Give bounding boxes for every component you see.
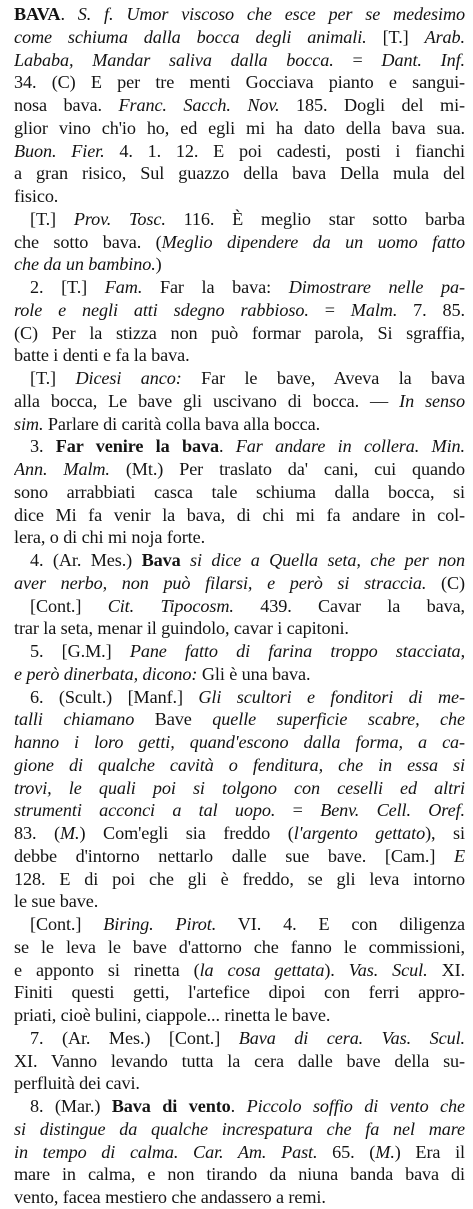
italic-text: M. xyxy=(60,823,80,843)
body-text: = xyxy=(308,299,351,320)
italic-text: Ann. Malm. xyxy=(14,459,110,479)
body-text xyxy=(181,550,190,570)
entry-line xyxy=(14,936,465,959)
italic-text: Fam. xyxy=(104,277,143,297)
italic-text: gione di qualche cavità o fenditura, che in essa si xyxy=(14,754,465,775)
entry-line xyxy=(14,231,465,254)
entry-line xyxy=(14,71,465,94)
body-text: (C) Per la stizza non può formar parola, Si sgraffia, xyxy=(14,322,465,343)
entry-line xyxy=(14,549,465,572)
entry-line xyxy=(14,663,465,686)
italic-text: In senso xyxy=(399,390,465,411)
body-text: . xyxy=(60,4,78,24)
entry-line xyxy=(14,1163,465,1186)
italic-text: Buon. Fier. xyxy=(14,140,105,161)
italic-text: che da un bambino. xyxy=(14,254,156,275)
italic-text: si distingue da qualche increspatura che fa nel mare xyxy=(14,1118,465,1139)
entry-line xyxy=(14,617,465,640)
body-text: (Mt.) Per traslato da' cani, cui quando xyxy=(109,459,465,479)
italic-text: come schiuma dalla bocca degli animali. xyxy=(14,26,367,47)
body-text: dice Mi fa venir la bava, di chi mi fa andare in col- xyxy=(14,504,465,525)
entry-line xyxy=(14,1186,465,1209)
italic-text: aver nerbo, non può filarsi, e però si straccia. xyxy=(14,572,427,593)
body-text: priati, cioè bulini, ciappole... rinetta le bave. xyxy=(14,1005,331,1025)
body-text: ) Com'egli sia freddo ( xyxy=(79,823,294,843)
body-text: 7. 85. xyxy=(397,299,465,320)
body-text: . xyxy=(230,1096,247,1116)
entry-line xyxy=(14,344,465,367)
body-text: ) xyxy=(155,254,162,275)
italic-text: Piccolo soffio di vento che xyxy=(246,1096,465,1116)
body-text: debbe d'intorno nettarlo dalle sue bave. [Cam.] xyxy=(14,845,454,866)
italic-text: la cosa gettata xyxy=(199,959,325,980)
body-text: Gli è una bava. xyxy=(197,663,311,684)
entry-line xyxy=(14,1118,465,1141)
entry-line xyxy=(14,686,465,709)
italic-text: Bava di cera. Vas. Scul. xyxy=(238,1027,465,1048)
entry-line xyxy=(14,845,465,868)
body-text: Far la bava: xyxy=(142,277,289,297)
entry-line xyxy=(14,3,465,26)
body-text: Far le bave, Aveva la bava xyxy=(181,368,465,388)
entry-line xyxy=(14,1027,465,1050)
body-text: nosa bava. xyxy=(14,95,119,115)
headword-text: Far venire la bava xyxy=(55,436,219,457)
body-text: Parlare di carità colla bava alla bocca. xyxy=(43,413,321,434)
body-text: mare in calma, e non tirando da niuna banda bava di xyxy=(14,1164,465,1185)
italic-text: Gli scultori e fonditori di me- xyxy=(198,686,465,707)
body-text: 2. [T.] xyxy=(30,277,105,297)
italic-text: hanno i loro getti, quand'escono dalla forma, a ca- xyxy=(14,732,465,752)
italic-text: Lababa, Mandar saliva dalla bocca. xyxy=(14,49,334,70)
entry-line xyxy=(14,299,465,322)
body-text: 6. (Scult.) [Manf.] xyxy=(30,686,199,707)
headword-text: BAVA xyxy=(14,4,61,24)
entry-line xyxy=(14,458,465,481)
italic-text: trovi, le quali poi si tolgono con ceselli ed altri xyxy=(14,777,465,798)
italic-text: Malm. xyxy=(350,299,398,320)
entry-line xyxy=(14,572,465,595)
entry-line xyxy=(14,1095,465,1118)
body-text: perfluità dei cavi. xyxy=(14,1073,140,1094)
body-text: = xyxy=(275,800,321,821)
entry-line xyxy=(14,435,465,458)
body-text: trar la seta, menar il guindolo, cavar i capitoni. xyxy=(14,618,349,639)
italic-text: Benv. Cell. Oref. xyxy=(320,800,465,821)
entry-line xyxy=(14,390,465,413)
body-text: = xyxy=(333,49,382,70)
body-text: 128. E di poi che gli è freddo, se gli leva intorno xyxy=(14,868,465,889)
body-text: 7. (Ar. Mes.) [Cont.] xyxy=(30,1027,239,1048)
entry-line xyxy=(14,94,465,117)
body-text: e apponto si rinetta ( xyxy=(14,959,200,980)
entry-line xyxy=(14,140,465,163)
entry-line xyxy=(14,1072,465,1095)
body-text: sono arrabbiati casca tale schiuma dalla bocca, si xyxy=(14,481,465,502)
entry-line xyxy=(14,185,465,208)
entry-line xyxy=(14,868,465,891)
body-text: alla bocca, Le bave gli uscivano di bocca. — xyxy=(14,390,400,411)
entry-line xyxy=(14,1050,465,1073)
headword-text: Bava di vento xyxy=(111,1096,231,1116)
entry-line xyxy=(14,253,465,276)
body-text: 8. (Mar.) xyxy=(30,1096,112,1116)
body-text: XI. xyxy=(427,959,465,980)
body-text: (C) xyxy=(426,572,465,593)
italic-text: talli chiamano xyxy=(14,709,135,730)
body-text: ) Era il xyxy=(394,1141,465,1162)
body-text: [T.] xyxy=(30,368,76,388)
body-text: 5. [G.M.] xyxy=(30,641,130,661)
italic-text: Dicesi anco: xyxy=(75,368,182,388)
body-text: a gran risico, Sul guazzo della bava Della mula del xyxy=(14,163,465,184)
entry-line xyxy=(14,322,465,345)
body-text: che sotto bava. ( xyxy=(14,231,162,252)
italic-text: l'argento gettato xyxy=(293,823,426,843)
entry-line xyxy=(14,526,465,549)
body-text: ), si xyxy=(425,823,465,843)
entry-line xyxy=(14,777,465,800)
entry-line xyxy=(14,731,465,754)
italic-text: Cit. Tipocosm. xyxy=(107,595,234,616)
entry-line xyxy=(14,959,465,982)
body-text: 439. Cavar la bava, xyxy=(233,595,465,616)
body-text: lera, o di chi mi noja forte. xyxy=(14,527,206,548)
entry-line xyxy=(14,595,465,618)
body-text: . xyxy=(218,436,236,457)
body-text: glior vino ch'io ho, ed egli mi ha dato della bava sua. xyxy=(14,117,465,138)
entry-line xyxy=(14,913,465,936)
body-text: ). xyxy=(324,959,349,980)
italic-text: Arab. xyxy=(424,26,465,47)
body-text: 4. (Ar. Mes.) xyxy=(30,550,142,570)
entry-line xyxy=(14,504,465,527)
body-text: le sue bave. xyxy=(14,891,99,912)
italic-text: Franc. Sacch. Nov. xyxy=(118,95,280,115)
italic-text: E xyxy=(453,845,465,866)
body-text: batte i denti e fa la bava. xyxy=(14,345,190,366)
entry-line xyxy=(14,276,465,299)
body-text: 83. ( xyxy=(14,823,60,843)
entry-line xyxy=(14,117,465,140)
body-text: 65. ( xyxy=(317,1141,376,1162)
entry-line xyxy=(14,754,465,777)
italic-text: Vas. Scul. xyxy=(348,959,428,980)
body-text: [T.] xyxy=(30,208,74,229)
italic-text: Dant. Inf. xyxy=(381,49,465,70)
body-text: , xyxy=(460,641,465,661)
entry-line xyxy=(14,26,465,49)
entry-line xyxy=(14,208,465,231)
body-text: 116. È meglio star sotto barba xyxy=(165,208,465,229)
body-text: XI. Vanno levando tutta la cera dalle bave della su- xyxy=(14,1050,465,1071)
body-text: se le leva le bave d'attorno che fanno le commissioni, xyxy=(14,936,465,957)
body-text: [T.] xyxy=(366,26,425,47)
italic-text: Biring. Pirot. xyxy=(103,914,217,934)
italic-text: Meglio dipendere da un uomo fatto xyxy=(161,231,465,252)
entry-line xyxy=(14,481,465,504)
body-text: 4. 1. 12. E poi cadesti, posti i fianchi xyxy=(104,140,465,161)
italic-text: Pane fatto di farina troppo stacciata xyxy=(129,641,461,661)
italic-text: role e negli atti sdegno rabbioso. xyxy=(14,299,309,320)
italic-text: e però dinerbata, dicono: xyxy=(14,663,198,684)
body-text: Bave xyxy=(134,709,213,730)
entry-line xyxy=(14,708,465,731)
body-text: Finiti questi getti, l'artefice dipoi con ferri appro- xyxy=(14,982,465,1003)
entry-line xyxy=(14,981,465,1004)
entry-line xyxy=(14,367,465,390)
body-text: 185. Dogli del mi- xyxy=(279,95,465,115)
italic-text: M. xyxy=(375,1141,395,1162)
entry-line xyxy=(14,162,465,185)
italic-text: Far andare in collera. Min. xyxy=(235,436,465,457)
entry-line xyxy=(14,1141,465,1164)
italic-text: strumenti acconci a tal uopo. xyxy=(14,800,276,821)
body-text: 3. xyxy=(30,436,56,457)
body-text: 34. (C) E per tre menti Gocciava pianto e sangui- xyxy=(14,72,465,93)
italic-text: Prov. Tosc. xyxy=(73,208,166,229)
body-text: [Cont.] xyxy=(30,914,104,934)
entry-line xyxy=(14,49,465,72)
entry-line xyxy=(14,822,465,845)
entry-line xyxy=(14,799,465,822)
italic-text: sim. xyxy=(14,413,44,434)
entry-line xyxy=(14,413,465,436)
entry-line xyxy=(14,1004,465,1027)
dictionary-entry-bava xyxy=(14,3,465,1209)
italic-text: S. f. Umor viscoso che esce per se medesimo xyxy=(77,4,465,24)
entry-line xyxy=(14,640,465,663)
body-text: [Cont.] xyxy=(30,595,108,616)
body-text: fisico. xyxy=(14,186,59,206)
italic-text: Dimostrare nelle pa- xyxy=(288,277,465,297)
italic-text: in tempo di calma. Car. Am. Past. xyxy=(14,1141,318,1162)
body-text: vento, facea mestiero che andassero a remi. xyxy=(14,1187,326,1207)
body-text: VI. 4. E con diligenza xyxy=(216,914,465,934)
italic-text: quelle superficie scabre, che xyxy=(212,709,465,730)
entry-line xyxy=(14,890,465,913)
headword-text: Bava xyxy=(141,550,181,570)
italic-text: si dice a Quella seta, che per non xyxy=(190,550,465,570)
